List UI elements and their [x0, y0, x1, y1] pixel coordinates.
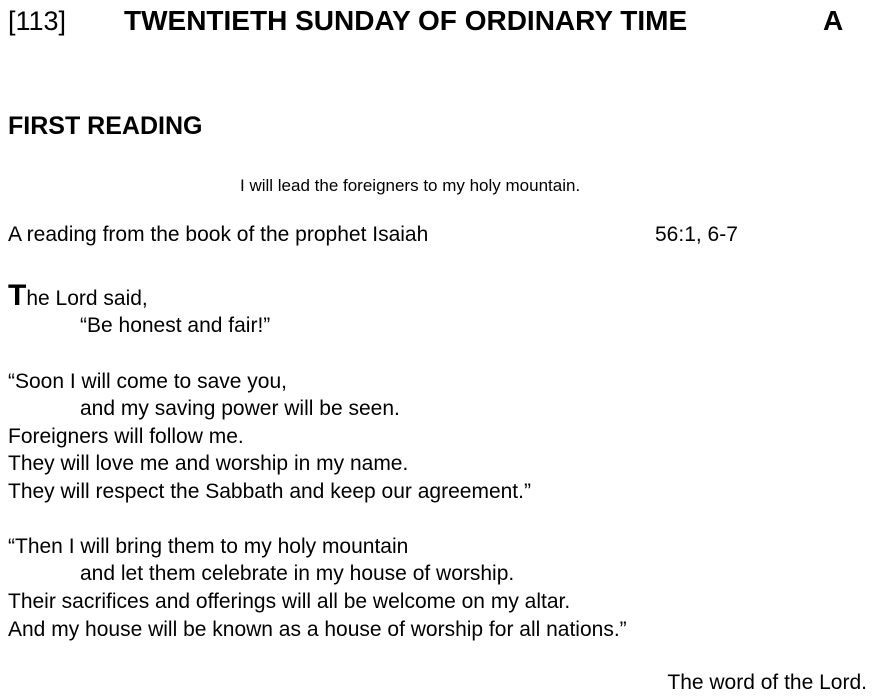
liturgical-cycle: A	[823, 5, 844, 36]
closing-acclamation: The word of the Lord.	[667, 671, 867, 694]
text-line-2: “Be honest and fair!”	[80, 314, 271, 337]
reading-summary: I will lead the foreigners to my holy mountain.	[240, 176, 581, 195]
reading-number: [113]	[8, 6, 67, 36]
text-line-3: “Soon I will come to save you,	[8, 370, 287, 393]
text-line-9: and let them celebrate in my house of worship.	[80, 562, 515, 585]
page-title: TWENTIETH SUNDAY OF ORDINARY TIME	[124, 5, 688, 36]
text-line-1	[8, 281, 148, 311]
text-line-8: “Then I will bring them to my holy mountain	[8, 535, 409, 558]
text-line-10: Their sacrifices and offerings will all be welcome on my altar.	[8, 590, 571, 613]
text-line-6: They will love me and worship in my name.	[8, 452, 409, 475]
text-line-7: They will respect the Sabbath and keep our agreement.”	[8, 480, 531, 503]
text-line-1-rest: he Lord said,	[26, 287, 148, 310]
drop-cap: T	[8, 279, 27, 312]
section-title: FIRST READING	[8, 112, 203, 140]
text-line-4: and my saving power will be seen.	[80, 397, 400, 420]
text-line-11: And my house will be known as a house of worship for all nations.”	[8, 618, 627, 641]
reading-intro: A reading from the book of the prophet Isaiah	[8, 223, 429, 246]
text-line-5: Foreigners will follow me.	[8, 425, 244, 448]
scripture-citation: 56:1, 6-7	[655, 223, 738, 246]
